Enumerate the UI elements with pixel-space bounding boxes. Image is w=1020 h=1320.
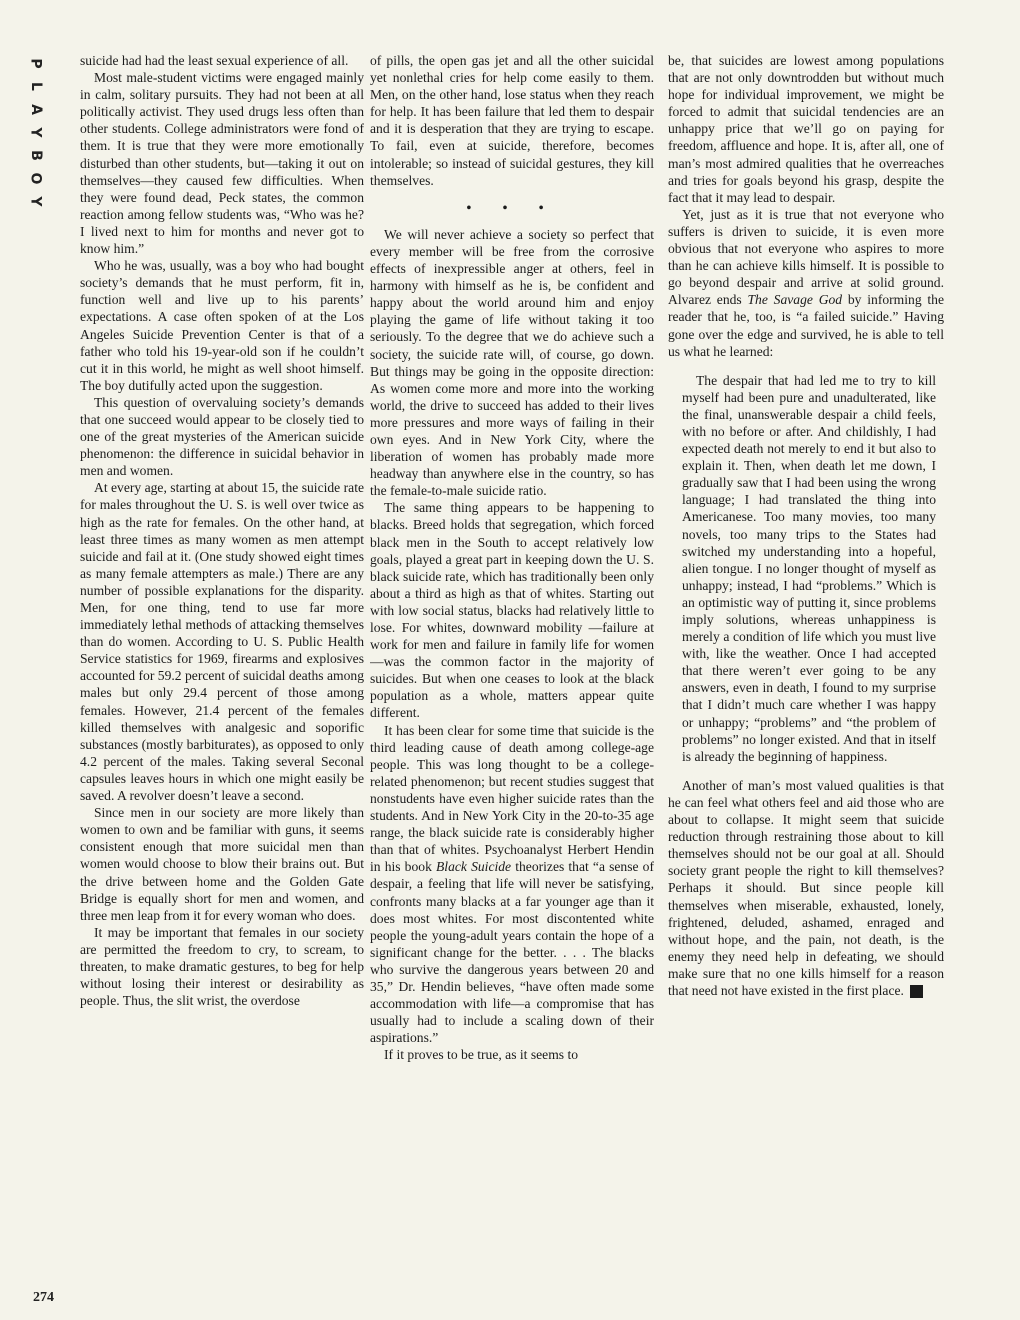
magazine-letter: O (27, 172, 44, 185)
paragraph: The same thing appears to be happening to blacks. Breed holds that segregation, which forced black men in the South to accept relatively low goals, played a great part in keeping down the U. S. black suicide rate, which has traditionally been only about a third as high as that of whites. Starting out with low social status, blacks had relatively little to lose. For whites, downward mobility —failure at work for men and failure in family life for women—was the common factor in the majority of suicides. But when one ceases to look at the black population as a whole, matters appear quite different. (370, 500, 654, 721)
paragraph: We will never achieve a society so perfect that every member will be free from the corrosive effects of inexpressible anger at others, feel in harmony with himself as he is, be confident and happy about the world around him and enjoy playing the game of life without taking it too seriously. To the degree that we do achieve such a society, the suicide rate will, of course, go down. But things may be going in the opposite direction: As women come more and more into the working world, the drive to succeed has added to their lives more pressures and more ways of failing in their own eyes. And in New York City, where the liberation of women has probably made more headway than anywhere else in the country, so has the female-to-male suicide ratio. (370, 226, 654, 499)
paragraph (668, 777, 944, 999)
paragraph: It may be important that females in our society are permitted the freedom to cry, to scream, to threaten, to make dramatic gestures, to beg for help without losing their interest or desirability as people. Thus, the slit wrist, the overdose (80, 924, 364, 1009)
paragraph: suicide had had the least sexual experience of all. (80, 53, 349, 68)
end-mark-icon: Y (910, 985, 923, 998)
magazine-letter: B (27, 150, 44, 161)
section-break: • • • (466, 199, 558, 215)
paragraph (370, 722, 654, 1047)
paragraph: Who he was, usually, was a boy who had bought society’s demands that he must perform, fit in, function well and live up to his parents’ expectations. A case often spoken of at the Los Angeles Suicide Prevention Center is that of a father who told his 19-year-old son if he couldn’t cut it in this world, he might as well shoot himself. The boy dutifully acted upon the suggestion. (80, 258, 364, 393)
paragraph-text: Another of man’s most valued qualities is that he can feel what others feel and aid those who are about to collapse. It might seem that suicide reduction through restraining those about to kill themselves should not be our goal at all. Should society grant people the right to kill themselves? Perhaps it should. But since people kill themselves when miserable, exhausted, lonely, frightened, deluded, ashamed, enraged and without hope, and the pain, not death, is the enemy they need help in defeating, we should make sure that no one kills himself for a reason that need not have existed in the first place. (668, 777, 944, 998)
paragraph (668, 206, 944, 360)
paragraph-text: Yet, just as it is true that not everyone who suffers is driven to suicide, it is even more obvious that not everyone who aspires to more than he can achieve kills himself. It is possible to go beyond despair and arrive at solid ground. Alvarez ends (668, 206, 944, 308)
block-quote (682, 372, 936, 765)
paragraph: of pills, the open gas jet and all the other suicidal yet nonlethal cries for help come easily to them. Men, on the other hand, lose status when they reach for help. It has been failure that led them to despair and it is desperation that they are trying to escape. To fail, even at suicide, therefore, becomes intolerable; so instead of suicidal gestures, they kill themselves. (370, 53, 654, 188)
book-title: The Savage God (747, 292, 843, 308)
paragraph-text: by informing the reader that he, too, is “a failed suicide.” Having gone over the edge and survived, he is able to tell us what he learned: (668, 292, 944, 359)
magazine-letter: Y (27, 196, 44, 207)
paragraph: This question of overvaluing society’s demands that one succeed would appear to be closely tied to one of the great mysteries of the American suicide phenomenon: the difference in suicidal behavior in men and women. (80, 394, 364, 479)
column-1 (80, 52, 364, 1306)
page-number: 274 (33, 1290, 54, 1305)
paragraph: be, that suicides are lowest among populations that are not only downtrodden but without much hope for individual improvement, we might be forced to admit that suicidal tendencies are an unhappy price that we’ll go on paying for freedom, affluence and hope. It is, after all, one of man’s most admired qualities that he overreaches and tries for goals beyond his grasp, despite the fact that it may lead to despair. (668, 53, 944, 205)
magazine-name-vertical (24, 52, 46, 213)
magazine-letter: Y (27, 127, 44, 138)
column-3 (668, 52, 944, 1306)
paragraph: Most male-student victims were engaged mainly in calm, solitary pursuits. They had not been at all politically activist. They used drugs less often than other students. College administrators were fond of them. It is true that they were more emotionally disturbed than other students, but—taking it out on themselves—they caused few difficulties. When they were found dead, Peck states, the common reaction among fellow students was, “Who was he? I lived next to him for months and never got to know him.” (80, 70, 364, 257)
magazine-letter: P (27, 58, 44, 69)
quote-text: The despair that had led me to try to kill myself had been pure and unadulterated, like the final, unanswerable despair a child feels, with no before or after. And childishly, I had expected death not merely to end it but also to explain it. Then, when death let me down, I gradually saw that I had been using the wrong language; I had translated the thing into Americanese. Too many movies, too many novels, too many trips to the States had switched my understanding into a hopeful, alien tongue. I no longer thought of myself as unhappy; instead, I had “problems.” Which is an optimistic way of putting it, since problems imply solutions, whereas unhappiness is merely a condition of life which you must live with, like the weather. Once I had accepted that there weren’t ever going to be any answers, even in death, I found to my surprise that I didn’t much care whether I was happy or unhappy; “problems” and “the problem of problems” no longer existed. And that in itself is already the beginning of happiness. (682, 372, 936, 764)
paragraph-text: It has been clear for some time that suicide is the third leading cause of death among college-age people. This was long thought to be a college-related phenomenon; but recent studies suggest that nonstudents have even higher suicide rates than the students. And in New York City in the 20-to-35 age range, the black suicide rate is considerably higher than that of whites. Psychoanalyst Herbert Hendin in his book (370, 722, 654, 875)
paragraph: If it proves to be true, as it seems to (384, 1047, 579, 1063)
paragraph: Since men in our society are more likely than women to own and be familiar with guns, it seems consistent enough that more suicidal men than women would choose to blow their brains out. But the drive between home and the Golden Gate Bridge is equally short for men and women, and three men leap from it for every woman who does. (80, 805, 364, 923)
paragraph: At every age, starting at about 15, the suicide rate for males throughout the U. S. is well over twice as high as the rate for females. On the other hand, at least three times as many women as men attempt suicide and fail at it. (One study showed eight times as many female attempters as male.) There are any number of possible explanations for the disparity. Men, for one thing, tend to use far more immediately lethal methods of attacking themselves than do women. According to U. S. Public Health Service statistics for 1969, firearms and explosives accounted for 59.2 percent of suicidal deaths among males but only 29.4 percent of those among females. However, 21.4 percent of the females killed themselves with analgesic and soporific substances (mostly barbiturates), as opposed to only 4.2 percent of the males. Taking several Seconal capsules leaves hours in which one might easily be saved. A revolver doesn’t leave a second. (80, 480, 364, 804)
magazine-letter: A (27, 104, 44, 115)
magazine-letter: L (27, 82, 44, 91)
paragraph-text: theorizes that “a sense of despair, a feeling that life will never be satisfying, confronts many blacks at a far younger age than it does most whites. For most discontented white people the young-adult years contain the hope of a significant change for the better. . . . The blacks who survive the dangerous years between 20 and 35,” Dr. Hendin believes, “have often made some accommodation with life—a compromise that has usually had to include a scaling down of their aspirations.” (370, 859, 654, 1046)
column-2 (370, 52, 654, 1306)
book-title: Black Suicide (436, 859, 512, 875)
